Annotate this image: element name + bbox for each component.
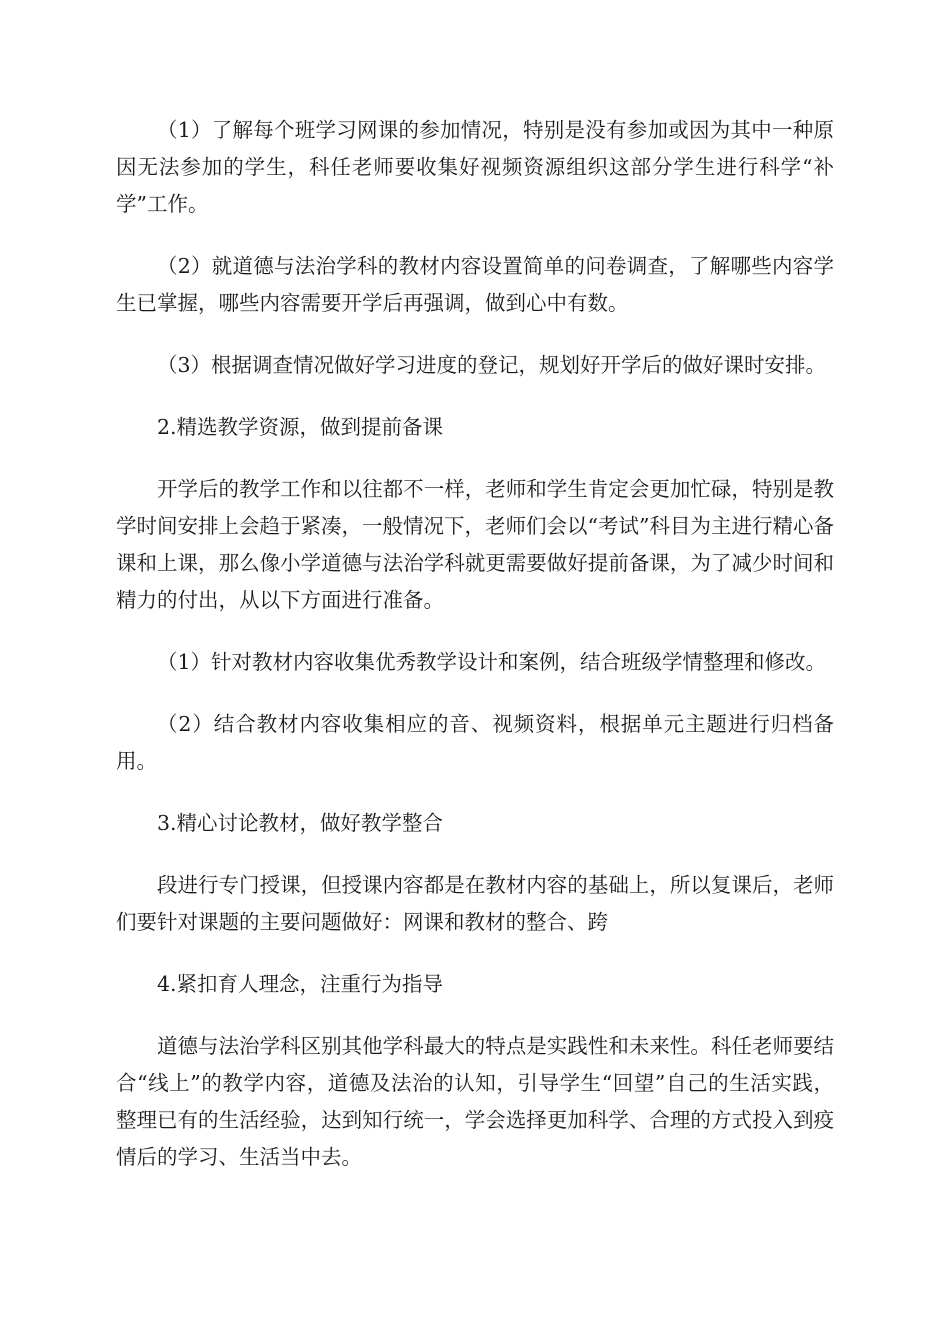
paragraph-section-4-body: 道德与法治学科区别其他学科最大的特点是实践性和未来性。科任老师要结合“线上”的教学内容，道德及法治的认知，引导学生“回望”自己的生活实践，整理已有的生活经验，达到知行统一，学会选择更加科学、合理的方式投入到疫情后的学习、生活当中去。 [116, 1034, 834, 1169]
paragraph-section-3-body: 段进行专门授课，但授课内容都是在教材内容的基础上，所以复课后，老师们要针对课题的主要问题做好：网课和教材的整合、跨 [116, 873, 834, 934]
document-body [116, 112, 834, 1201]
paragraph-item-3: （3）根据调查情况做好学习进度的登记，规划好开学后的做好课时安排。 [157, 353, 827, 377]
section-heading-2: 2.精选教学资源，做到提前备课 [157, 415, 444, 439]
paragraph-section-2-intro: 开学后的教学工作和以往都不一样，老师和学生肯定会更加忙碌，特别是教学时间安排上会趋于紧凑，一般情况下，老师们会以“考试”科目为主进行精心备课和上课，那么像小学道德与法治学科就更需要做好提前备课，为了减少时间和精力的付出，从以下方面进行准备。 [116, 477, 834, 612]
paragraph-item-2: （2）就道德与法治学科的教材内容设置简单的问卷调查，了解哪些内容学生已掌握，哪些内容需要开学后再强调，做到心中有数。 [116, 254, 834, 315]
section-heading-4: 4.紧扣育人理念，注重行为指导 [157, 972, 444, 996]
paragraph-section-2-item-1: （1）针对教材内容收集优秀教学设计和案例，结合班级学情整理和修改。 [157, 650, 827, 674]
section-heading-3: 3.精心讨论教材，做好教学整合 [157, 811, 444, 835]
paragraph-section-2-item-2: （2）结合教材内容收集相应的音、视频资料，根据单元主题进行归档备用。 [116, 712, 834, 773]
paragraph-item-1: （1）了解每个班学习网课的参加情况，特别是没有参加或因为其中一种原因无法参加的学生，科任老师要收集好视频资源组织这部分学生进行科学“补学”工作。 [116, 118, 834, 216]
